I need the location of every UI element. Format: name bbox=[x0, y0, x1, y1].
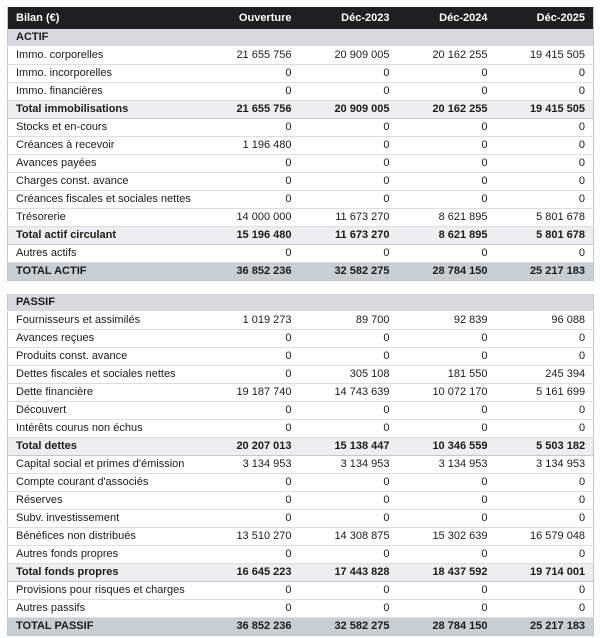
row-label: Créances fiscales et sociales nettes bbox=[8, 191, 202, 209]
row-value: 5 161 699 bbox=[496, 384, 594, 402]
row-value: 245 394 bbox=[496, 366, 594, 384]
row-value: 0 bbox=[496, 582, 594, 600]
row-value: 0 bbox=[398, 492, 496, 510]
row-value: 305 108 bbox=[300, 366, 398, 384]
row-value: 0 bbox=[398, 582, 496, 600]
row-value: 0 bbox=[496, 546, 594, 564]
row-value: 0 bbox=[398, 83, 496, 101]
row-value: 32 582 275 bbox=[300, 618, 398, 636]
row-label: Avances reçues bbox=[8, 330, 202, 348]
table-row bbox=[8, 474, 594, 492]
row-value: 19 187 740 bbox=[202, 384, 300, 402]
row-label: Subv. investissement bbox=[8, 510, 202, 528]
subtotal-row bbox=[8, 227, 594, 245]
row-value: 20 162 255 bbox=[398, 47, 496, 65]
row-value: 0 bbox=[398, 65, 496, 83]
row-label: Fournisseurs et assimilés bbox=[8, 312, 202, 330]
row-label: Dette financière bbox=[8, 384, 202, 402]
section-title: ACTIF bbox=[8, 29, 594, 47]
row-value: 0 bbox=[300, 402, 398, 420]
row-value: 0 bbox=[202, 546, 300, 564]
row-value: 0 bbox=[300, 330, 398, 348]
row-value: 21 655 756 bbox=[202, 47, 300, 65]
row-label: Charges const. avance bbox=[8, 173, 202, 191]
table-row bbox=[8, 119, 594, 137]
row-label: Capital social et primes d'émission bbox=[8, 456, 202, 474]
row-value: 1 196 480 bbox=[202, 137, 300, 155]
row-value: 96 088 bbox=[496, 312, 594, 330]
table-row bbox=[8, 384, 594, 402]
row-value: 19 415 505 bbox=[496, 101, 594, 119]
row-value: 10 072 170 bbox=[398, 384, 496, 402]
column-header-dec-2023: Déc-2023 bbox=[300, 7, 398, 29]
row-label: Autres actifs bbox=[8, 245, 202, 263]
row-value: 16 645 223 bbox=[202, 564, 300, 582]
row-value: 14 743 639 bbox=[300, 384, 398, 402]
row-value: 10 346 559 bbox=[398, 438, 496, 456]
row-label: TOTAL ACTIF bbox=[8, 263, 202, 281]
row-value: 5 503 182 bbox=[496, 438, 594, 456]
row-value: 5 801 678 bbox=[496, 209, 594, 227]
row-value: 0 bbox=[202, 600, 300, 618]
row-value: 0 bbox=[202, 492, 300, 510]
row-value: 21 655 756 bbox=[202, 101, 300, 119]
row-value: 0 bbox=[496, 330, 594, 348]
row-value: 0 bbox=[300, 191, 398, 209]
row-value: 181 550 bbox=[398, 366, 496, 384]
row-value: 0 bbox=[398, 330, 496, 348]
row-value: 15 302 639 bbox=[398, 528, 496, 546]
row-value: 0 bbox=[398, 546, 496, 564]
row-label: Total actif circulant bbox=[8, 227, 202, 245]
row-value: 28 784 150 bbox=[398, 618, 496, 636]
table-row bbox=[8, 348, 594, 366]
row-value: 15 138 447 bbox=[300, 438, 398, 456]
table-row bbox=[8, 209, 594, 227]
row-value: 0 bbox=[398, 137, 496, 155]
subtotal-row bbox=[8, 438, 594, 456]
row-label: Immo. incorporelles bbox=[8, 65, 202, 83]
row-value: 0 bbox=[496, 474, 594, 492]
row-value: 11 673 270 bbox=[300, 209, 398, 227]
row-value: 0 bbox=[398, 155, 496, 173]
row-value: 14 308 875 bbox=[300, 528, 398, 546]
table-row bbox=[8, 402, 594, 420]
row-value: 0 bbox=[496, 245, 594, 263]
row-value: 0 bbox=[398, 245, 496, 263]
row-value: 5 801 678 bbox=[496, 227, 594, 245]
row-value: 19 714 001 bbox=[496, 564, 594, 582]
row-label: Compte courant d'associés bbox=[8, 474, 202, 492]
row-value: 17 443 828 bbox=[300, 564, 398, 582]
row-value: 0 bbox=[300, 546, 398, 564]
table-row bbox=[8, 528, 594, 546]
row-label: Découvert bbox=[8, 402, 202, 420]
row-value: 3 134 953 bbox=[496, 456, 594, 474]
row-value: 0 bbox=[398, 119, 496, 137]
row-value: 0 bbox=[202, 83, 300, 101]
table-row bbox=[8, 582, 594, 600]
row-value: 0 bbox=[202, 420, 300, 438]
row-value: 0 bbox=[496, 510, 594, 528]
table-row bbox=[8, 245, 594, 263]
row-label: Produits const. avance bbox=[8, 348, 202, 366]
row-value: 0 bbox=[300, 600, 398, 618]
row-value: 0 bbox=[496, 348, 594, 366]
section-header-row bbox=[8, 294, 594, 312]
row-value: 0 bbox=[202, 510, 300, 528]
row-value: 0 bbox=[496, 402, 594, 420]
row-value: 0 bbox=[300, 119, 398, 137]
row-value: 0 bbox=[202, 366, 300, 384]
row-value: 0 bbox=[496, 65, 594, 83]
column-header-ouverture: Ouverture bbox=[202, 7, 300, 29]
row-label: Créances à recevoir bbox=[8, 137, 202, 155]
table-header-row bbox=[8, 7, 594, 29]
subtotal-row bbox=[8, 564, 594, 582]
table-row bbox=[8, 155, 594, 173]
row-value: 11 673 270 bbox=[300, 227, 398, 245]
row-label: Trésorerie bbox=[8, 209, 202, 227]
table-row bbox=[8, 47, 594, 65]
row-label: Total immobilisations bbox=[8, 101, 202, 119]
row-value: 20 207 013 bbox=[202, 438, 300, 456]
table-row bbox=[8, 366, 594, 384]
row-value: 15 196 480 bbox=[202, 227, 300, 245]
row-value: 0 bbox=[202, 245, 300, 263]
table-row bbox=[8, 420, 594, 438]
subtotal-row bbox=[8, 101, 594, 119]
row-value: 0 bbox=[300, 245, 398, 263]
table-row bbox=[8, 600, 594, 618]
row-value: 0 bbox=[398, 600, 496, 618]
row-label: Intérêts courus non échus bbox=[8, 420, 202, 438]
row-value: 0 bbox=[496, 83, 594, 101]
column-header-dec-2024: Déc-2024 bbox=[398, 7, 496, 29]
row-value: 0 bbox=[202, 191, 300, 209]
section-header-row bbox=[8, 29, 594, 47]
row-label: Provisions pour risques et charges bbox=[8, 582, 202, 600]
row-value: 3 134 953 bbox=[398, 456, 496, 474]
row-value: 0 bbox=[398, 191, 496, 209]
row-label: Autres passifs bbox=[8, 600, 202, 618]
balance-sheet-table-actif bbox=[7, 7, 594, 281]
row-value: 0 bbox=[202, 348, 300, 366]
row-value: 0 bbox=[300, 492, 398, 510]
table-row bbox=[8, 312, 594, 330]
row-label: Autres fonds propres bbox=[8, 546, 202, 564]
table-row bbox=[8, 546, 594, 564]
row-value: 25 217 183 bbox=[496, 263, 594, 281]
grand-total-row bbox=[8, 618, 594, 636]
row-value: 0 bbox=[202, 173, 300, 191]
actif-section-body bbox=[8, 29, 594, 281]
row-label: Dettes fiscales et sociales nettes bbox=[8, 366, 202, 384]
row-value: 28 784 150 bbox=[398, 263, 496, 281]
row-value: 0 bbox=[202, 119, 300, 137]
row-value: 20 909 005 bbox=[300, 47, 398, 65]
row-value: 0 bbox=[300, 83, 398, 101]
column-header-dec-2025: Déc-2025 bbox=[496, 7, 594, 29]
row-label: Immo. financières bbox=[8, 83, 202, 101]
row-value: 0 bbox=[496, 191, 594, 209]
row-value: 0 bbox=[496, 155, 594, 173]
row-value: 0 bbox=[202, 155, 300, 173]
row-label: Immo. corporelles bbox=[8, 47, 202, 65]
row-value: 0 bbox=[300, 510, 398, 528]
row-value: 0 bbox=[202, 582, 300, 600]
row-value: 0 bbox=[496, 420, 594, 438]
row-value: 0 bbox=[398, 402, 496, 420]
row-value: 0 bbox=[300, 474, 398, 492]
balance-sheet-table-passif bbox=[7, 294, 594, 636]
table-row bbox=[8, 510, 594, 528]
row-value: 0 bbox=[398, 173, 496, 191]
row-value: 0 bbox=[300, 155, 398, 173]
row-value: 0 bbox=[300, 137, 398, 155]
row-value: 0 bbox=[202, 330, 300, 348]
row-label: Réserves bbox=[8, 492, 202, 510]
row-value: 92 839 bbox=[398, 312, 496, 330]
row-value: 0 bbox=[300, 582, 398, 600]
row-value: 8 621 895 bbox=[398, 209, 496, 227]
row-value: 16 579 048 bbox=[496, 528, 594, 546]
row-value: 3 134 953 bbox=[300, 456, 398, 474]
row-value: 13 510 270 bbox=[202, 528, 300, 546]
column-header-bilan: Bilan (€) bbox=[8, 7, 202, 29]
row-value: 0 bbox=[398, 348, 496, 366]
row-value: 0 bbox=[496, 173, 594, 191]
row-value: 1 019 273 bbox=[202, 312, 300, 330]
grand-total-row bbox=[8, 263, 594, 281]
row-value: 0 bbox=[398, 420, 496, 438]
row-value: 0 bbox=[300, 420, 398, 438]
row-value: 0 bbox=[496, 119, 594, 137]
row-value: 0 bbox=[300, 173, 398, 191]
table-row bbox=[8, 330, 594, 348]
row-value: 18 437 592 bbox=[398, 564, 496, 582]
row-value: 19 415 505 bbox=[496, 47, 594, 65]
row-label: Total dettes bbox=[8, 438, 202, 456]
row-value: 32 582 275 bbox=[300, 263, 398, 281]
table-row bbox=[8, 83, 594, 101]
table-row bbox=[8, 191, 594, 209]
row-value: 14 000 000 bbox=[202, 209, 300, 227]
row-value: 89 700 bbox=[300, 312, 398, 330]
row-value: 0 bbox=[398, 474, 496, 492]
row-value: 8 621 895 bbox=[398, 227, 496, 245]
row-value: 0 bbox=[202, 65, 300, 83]
section-title: PASSIF bbox=[8, 294, 594, 312]
row-value: 0 bbox=[496, 600, 594, 618]
row-label: Stocks et en-cours bbox=[8, 119, 202, 137]
row-value: 0 bbox=[300, 65, 398, 83]
row-value: 36 852 236 bbox=[202, 263, 300, 281]
row-value: 3 134 953 bbox=[202, 456, 300, 474]
table-row bbox=[8, 173, 594, 191]
row-value: 20 909 005 bbox=[300, 101, 398, 119]
row-value: 0 bbox=[496, 137, 594, 155]
row-label: TOTAL PASSIF bbox=[8, 618, 202, 636]
row-value: 0 bbox=[300, 348, 398, 366]
passif-section-body bbox=[8, 294, 594, 636]
section-gap bbox=[7, 281, 593, 294]
row-value: 0 bbox=[202, 474, 300, 492]
row-value: 0 bbox=[496, 492, 594, 510]
table-row bbox=[8, 492, 594, 510]
row-value: 25 217 183 bbox=[496, 618, 594, 636]
row-label: Bénéfices non distribués bbox=[8, 528, 202, 546]
row-value: 0 bbox=[398, 510, 496, 528]
row-value: 0 bbox=[202, 402, 300, 420]
row-label: Total fonds propres bbox=[8, 564, 202, 582]
table-row bbox=[8, 137, 594, 155]
table-row bbox=[8, 65, 594, 83]
row-label: Avances payées bbox=[8, 155, 202, 173]
row-value: 36 852 236 bbox=[202, 618, 300, 636]
row-value: 20 162 255 bbox=[398, 101, 496, 119]
table-row bbox=[8, 456, 594, 474]
